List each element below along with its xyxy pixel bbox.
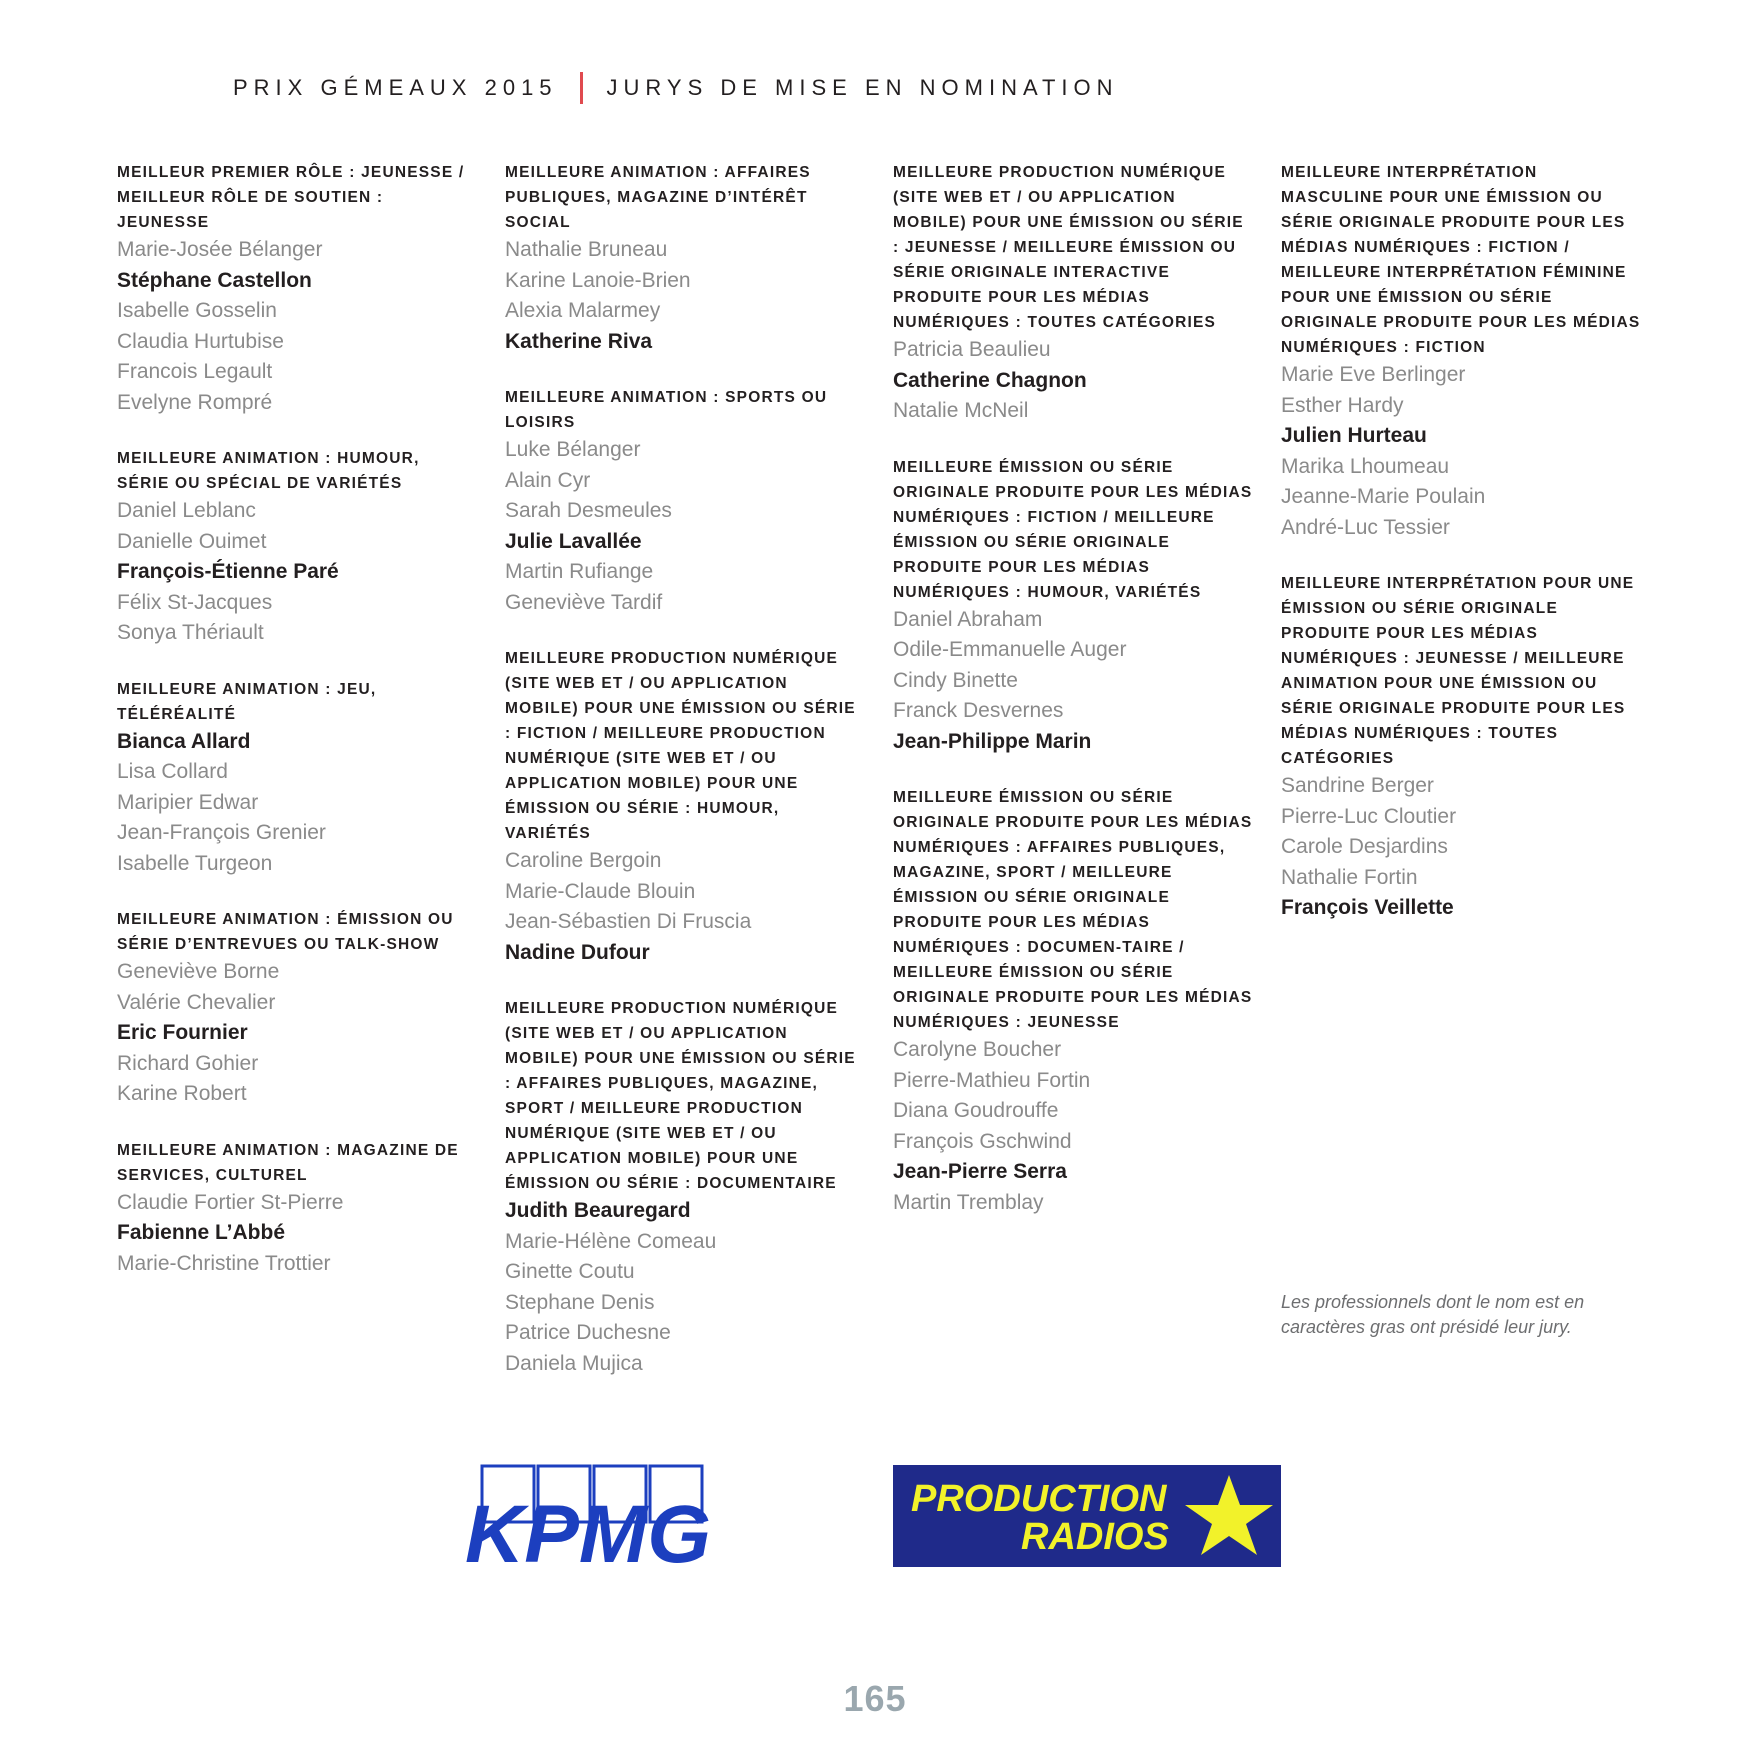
- jury-president-name: Julien Hurteau: [1281, 424, 1427, 447]
- jury-member-name: Jean-François Grenier: [117, 821, 326, 844]
- jury-member-name: Nathalie Bruneau: [505, 238, 668, 261]
- column-4: [1281, 160, 1641, 952]
- jury-member-name: Martin Tremblay: [893, 1190, 1044, 1214]
- jury-member-name: Esther Hardy: [1281, 393, 1404, 417]
- jury-member-name: Isabelle Gosselin: [117, 299, 277, 322]
- kpmg-wordmark: KPMG: [465, 1489, 711, 1572]
- jury-member-name: Sandrine Berger: [1281, 774, 1434, 797]
- category-title: MEILLEURE PRODUCTION NUMÉRIQUE (SITE WEB ET / OU APPLICATION MOBILE) POUR UNE ÉMISSION OU SÉRIE : AFFAIRES PUBLIQUES, MAGAZINE, SPORT / MEILLEURE PRODUCTION NUMÉRIQUE (SITE WEB ET / OU APPLICATION MOBILE) POUR UNE ÉMISSION OU SÉRIE : DOCUMENTAIRE: [505, 1000, 856, 1192]
- jury-member-name: Karine Robert: [117, 1082, 247, 1105]
- category-title: MEILLEURE INTERPRÉTATION POUR UNE ÉMISSION OU SÉRIE ORIGINALE PRODUITE POUR LES MÉDIAS NUMÉRIQUES : JEUNESSE / MEILLEURE ANIMATION POUR UNE ÉMISSION OU SÉRIE ORIGINALE PRODUITE POUR LES MÉDIAS NUMÉRIQUES : TOUTES CATÉGORIES: [1281, 575, 1635, 767]
- header-title: PRIX GÉMEAUX 2015: [233, 75, 558, 100]
- jury-member-name: Ginette Coutu: [505, 1260, 635, 1283]
- column-1: [117, 160, 477, 1307]
- jury-president-name: Jean-Philippe Marin: [893, 729, 1092, 753]
- jury-president-name: François-Étienne Paré: [117, 560, 339, 583]
- category-title: MEILLEURE ÉMISSION OU SÉRIE ORIGINALE PRODUITE POUR LES MÉDIAS NUMÉRIQUES : FICTION / MEILLEURE ÉMISSION OU SÉRIE ORIGINALE PRODUITE POUR LES MÉDIAS NUMÉRIQUES : HUMOUR, VARIÉTÉS: [893, 458, 1253, 601]
- jury-member-name: Daniela Mujica: [505, 1351, 643, 1375]
- jury-category: [505, 996, 865, 1379]
- production-radios-logo: [893, 1465, 1281, 1567]
- jury-member-name: Maripier Edwar: [117, 790, 259, 814]
- jury-president-name: François Veillette: [1281, 896, 1454, 919]
- jury-category: [505, 385, 865, 618]
- jury-member-name: Marie-Christine Trottier: [117, 1251, 331, 1275]
- jury-member-name: Karine Lanoie-Brien: [505, 268, 691, 292]
- jury-member-name: Danielle Ouimet: [117, 529, 267, 553]
- jury-president-name: Fabienne L’Abbé: [117, 1221, 286, 1244]
- star-icon: [1185, 1475, 1273, 1555]
- jury-member-name: Stephane Denis: [505, 1290, 655, 1314]
- jury-member-name: Félix St-Jacques: [117, 590, 273, 614]
- jury-category: [505, 646, 865, 968]
- jury-president-name: Julie Lavallée: [505, 529, 642, 553]
- jury-president-name: Bianca Allard: [117, 729, 251, 753]
- jury-member-name: Geneviève Tardif: [505, 590, 663, 614]
- jury-member-name: Richard Gohier: [117, 1051, 259, 1075]
- jury-category: [117, 446, 477, 649]
- category-title: MEILLEURE ÉMISSION OU SÉRIE ORIGINALE PRODUITE POUR LES MÉDIAS NUMÉRIQUES : AFFAIRES PUBLIQUES, MAGAZINE, SPORT / MEILLEURE ÉMISSION OU SÉRIE ORIGINALE PRODUITE POUR LES MÉDIAS NUMÉRIQUES : DOCUMEN-TAIRE / MEILLEURE ÉMISSION OU SÉRIE ORIGINALE PRODUITE POUR LES MÉDIAS NUMÉRIQUES : JEUNESSE: [893, 789, 1253, 1031]
- category-title: MEILLEUR PREMIER RÔLE : JEUNESSE / MEILLEUR RÔLE DE SOUTIEN : JEUNESSE: [117, 164, 465, 231]
- jury-president-name: Catherine Chagnon: [893, 368, 1087, 392]
- category-title: MEILLEURE PRODUCTION NUMÉRIQUE (SITE WEB ET / OU APPLICATION MOBILE) POUR UNE ÉMISSION OU SÉRIE : JEUNESSE / MEILLEURE ÉMISSION OU SÉRIE ORIGINALE INTERACTIVE PRODUITE POUR LES MÉDIAS NUMÉRIQUES : TOUTES CATÉGORIES: [893, 164, 1244, 331]
- jury-member-name: Sonya Thériault: [117, 621, 264, 644]
- jury-category: [893, 455, 1253, 758]
- jury-member-name: Odile-Emmanuelle Auger: [893, 638, 1127, 661]
- jury-president-name: Stéphane Castellon: [117, 268, 312, 292]
- jury-member-name: Jean-Sébastien Di Fruscia: [505, 910, 752, 933]
- page-number: 165: [843, 1678, 907, 1719]
- jury-member-name: Marie-Hélène Comeau: [505, 1229, 717, 1253]
- jury-member-name: Francois Legault: [117, 360, 273, 383]
- kpmg-logo: [460, 1462, 720, 1572]
- jury-member-name: Evelyne Rompré: [117, 390, 273, 414]
- category-title: MEILLEURE PRODUCTION NUMÉRIQUE (SITE WEB ET / OU APPLICATION MOBILE) POUR UNE ÉMISSION OU SÉRIE : FICTION / MEILLEURE PRODUCTION NUMÉRIQUE (SITE WEB ET / OU APPLICATION MOBILE) POUR UNE ÉMISSION OU SÉRIE : HUMOUR, VARIÉTÉS: [505, 650, 856, 842]
- jury-member-name: Franck Desvernes: [893, 699, 1064, 722]
- jury-member-name: Marika Lhoumeau: [1281, 454, 1450, 478]
- jury-category: [117, 1138, 477, 1280]
- jury-member-name: Caroline Bergoin: [505, 849, 662, 872]
- jury-member-name: Isabelle Turgeon: [117, 851, 273, 875]
- jury-member-name: Lisa Collard: [117, 760, 228, 783]
- jury-member-name: Sarah Desmeules: [505, 499, 672, 522]
- page-header: [233, 72, 1119, 104]
- jury-member-name: Geneviève Borne: [117, 960, 280, 983]
- jury-member-name: Diana Goudrouffe: [893, 1099, 1059, 1122]
- jury-member-name: Carolyne Boucher: [893, 1038, 1062, 1061]
- category-title: MEILLEURE ANIMATION : SPORTS OU LOISIRS: [505, 389, 828, 431]
- jury-member-name: Pierre-Mathieu Fortin: [893, 1068, 1091, 1092]
- jury-member-name: Daniel Leblanc: [117, 499, 256, 522]
- column-3: [893, 160, 1253, 1246]
- jury-member-name: Claudie Fortier St-Pierre: [117, 1190, 344, 1214]
- jury-member-name: Luke Bélanger: [505, 438, 641, 461]
- jury-category: [1281, 160, 1641, 543]
- jury-member-name: Alexia Malarmey: [505, 299, 661, 322]
- category-title: MEILLEURE ANIMATION : AFFAIRES PUBLIQUES, MAGAZINE D’INTÉRÊT SOCIAL: [505, 164, 811, 231]
- jury-member-name: Marie-Claude Blouin: [505, 879, 696, 903]
- jury-member-name: Pierre-Luc Cloutier: [1281, 804, 1457, 828]
- jury-member-name: André-Luc Tessier: [1281, 515, 1450, 539]
- column-2: [505, 160, 865, 1407]
- header-subtitle: JURYS DE MISE EN NOMINATION: [606, 75, 1119, 100]
- jury-president-name: Nadine Dufour: [505, 940, 650, 964]
- jury-member-name: François Gschwind: [893, 1129, 1072, 1153]
- footnote: Les professionnels dont le nom est en caractères gras ont présidé leur jury.: [1281, 1292, 1585, 1337]
- jury-member-name: Martin Rufiange: [505, 560, 654, 583]
- category-title: MEILLEURE ANIMATION : JEU, TÉLÉRÉALITÉ: [117, 680, 377, 723]
- jury-president-name: Jean-Pierre Serra: [893, 1160, 1067, 1183]
- jury-member-name: Nathalie Fortin: [1281, 865, 1418, 889]
- header-separator: [580, 72, 583, 104]
- jury-member-name: Marie-Josée Bélanger: [117, 238, 323, 261]
- jury-president-name: Judith Beauregard: [505, 1199, 691, 1222]
- jury-member-name: Cindy Binette: [893, 668, 1018, 692]
- jury-member-name: Valérie Chevalier: [117, 990, 276, 1014]
- jury-category: [117, 907, 477, 1110]
- category-title: MEILLEURE ANIMATION : MAGAZINE DE SERVICES, CULTUREL: [117, 1141, 459, 1184]
- pr-logo-line2: RADIOS: [1021, 1516, 1169, 1558]
- jury-president-name: Eric Fournier: [117, 1021, 248, 1044]
- jury-category: [1281, 571, 1641, 924]
- jury-category: [505, 160, 865, 357]
- jury-member-name: Jeanne-Marie Poulain: [1281, 485, 1486, 508]
- jury-category: [117, 677, 477, 880]
- category-title: MEILLEURE ANIMATION : HUMOUR, SÉRIE OU SPÉCIAL DE VARIÉTÉS: [117, 450, 420, 492]
- jury-president-name: Katherine Riva: [505, 329, 653, 353]
- jury-category: [893, 160, 1253, 427]
- jury-member-name: Natalie McNeil: [893, 399, 1029, 422]
- jury-member-name: Marie Eve Berlinger: [1281, 363, 1466, 386]
- jury-member-name: Carole Desjardins: [1281, 835, 1448, 858]
- jury-member-name: Alain Cyr: [505, 468, 591, 492]
- jury-member-name: Daniel Abraham: [893, 607, 1043, 631]
- jury-category: [117, 160, 477, 418]
- jury-member-name: Patricia Beaulieu: [893, 338, 1051, 361]
- jury-member-name: Patrice Duchesne: [505, 1321, 671, 1344]
- category-title: MEILLEURE INTERPRÉTATION MASCULINE POUR UNE ÉMISSION OU SÉRIE ORIGINALE PRODUITE POUR LES MÉDIAS NUMÉRIQUES : FICTION / MEILLEURE INTERPRÉTATION FÉMININE POUR UNE ÉMISSION OU SÉRIE ORIGINALE PRODUITE POUR LES MÉDIAS NUMÉRIQUES : FICTION: [1281, 164, 1641, 356]
- jury-member-name: Claudia Hurtubise: [117, 329, 284, 353]
- pr-logo-line1: PRODUCTION: [911, 1478, 1167, 1520]
- jury-category: [893, 785, 1253, 1218]
- category-title: MEILLEURE ANIMATION : ÉMISSION OU SÉRIE D’ENTREVUES OU TALK-SHOW: [117, 911, 454, 953]
